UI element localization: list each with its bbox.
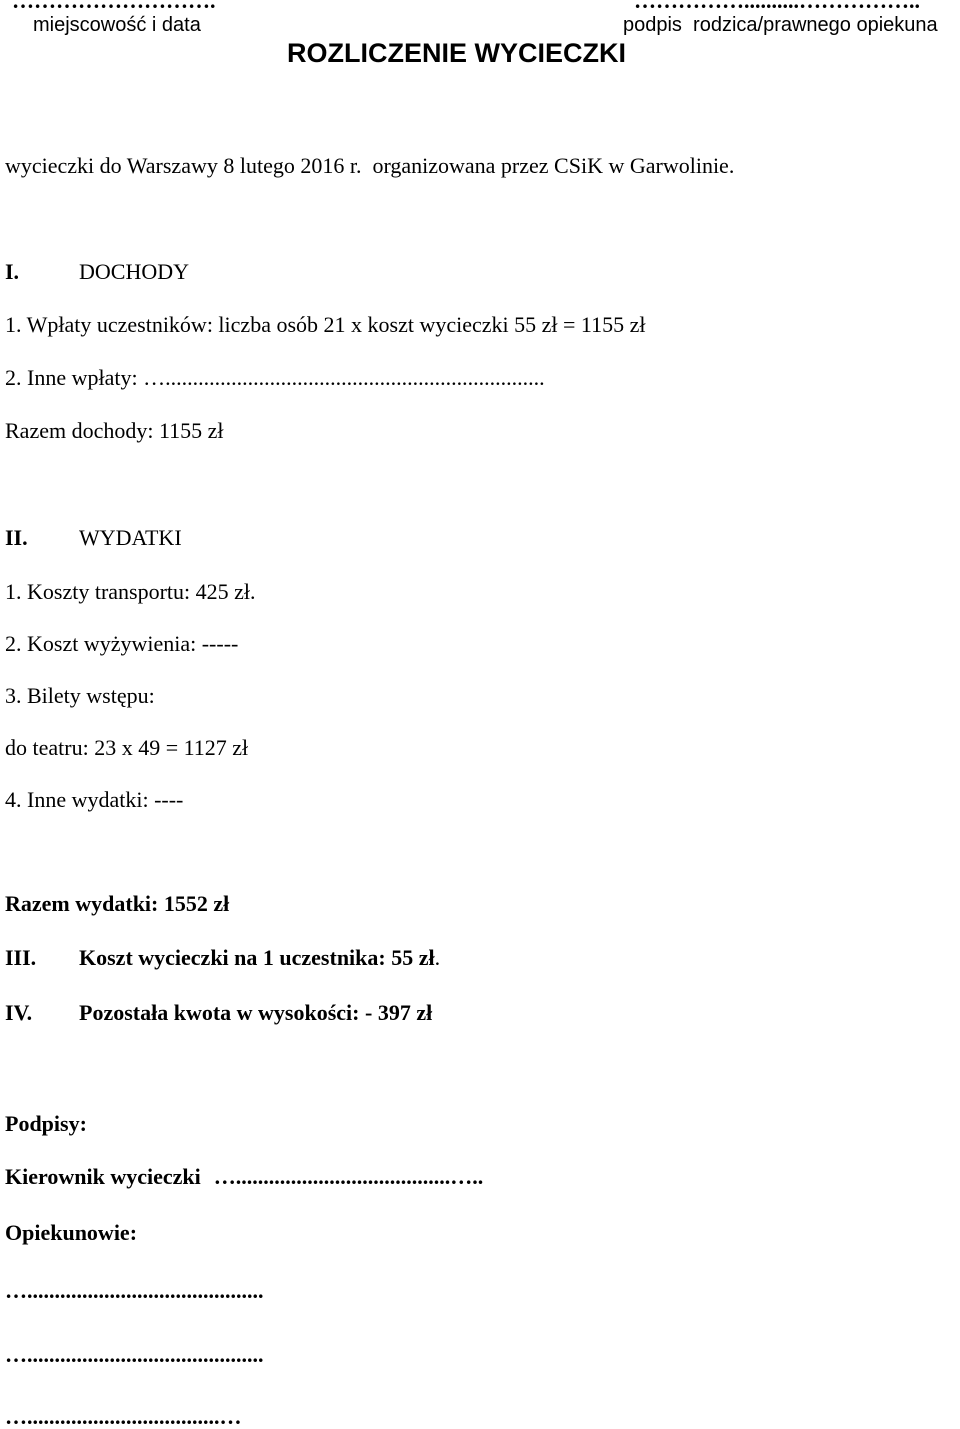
expenses-numeral: II. <box>5 525 28 550</box>
signatures-heading: Podpisy: <box>5 1111 87 1136</box>
guardian-signature-line: …........................................... <box>5 1278 264 1303</box>
guardian-signature-line: …........................................... <box>5 1342 264 1367</box>
leader-signature <box>5 1166 483 1188</box>
income-item: 1. Wpłaty uczestników: liczba osób 21 x koszt wycieczki 55 zł = 1155 zł <box>5 312 646 337</box>
cost-per-participant-text: Koszt wycieczki na 1 uczestnika: 55 zł <box>79 945 435 970</box>
income-item: 2. Inne wpłaty: …..................................................................... <box>5 365 545 390</box>
expense-item: do teatru: 23 x 49 = 1127 zł <box>5 735 249 760</box>
expenses-heading: WYDATKI <box>79 525 182 550</box>
income-numeral: I. <box>5 259 20 284</box>
expense-item: 4. Inne wydatki: ---- <box>5 787 184 812</box>
signature-dots: ……………..........…………….. <box>634 0 920 13</box>
remaining-amount: Pozostała kwota w wysokości: - 397 zł <box>79 1000 433 1025</box>
expense-item: 1. Koszty transportu: 425 zł. <box>5 579 256 604</box>
guardians-heading: Opiekunowie: <box>5 1220 138 1245</box>
cost-per-participant <box>79 947 440 969</box>
trip-subtitle: wycieczki do Warszawy 8 lutego 2016 r. organizowana przez CSiK w Garwolinie. <box>5 153 735 178</box>
income-heading: DOCHODY <box>79 259 189 284</box>
expenses-total: Razem wydatki: 1552 zł <box>5 891 230 916</box>
signature-label: podpis rodzica/prawnego opiekuna <box>623 14 938 36</box>
place-date-label: miejscowość i data <box>33 14 201 36</box>
expense-item: 3. Bilety wstępu: <box>5 683 155 708</box>
guardian-signature-line: …...................................… <box>5 1404 242 1429</box>
income-total <box>5 420 224 442</box>
leader-signature-dots: ….......................................….. <box>213 1164 484 1189</box>
income-total-text: Razem dochody: 1155 <box>5 418 203 443</box>
income-total-unit: zł <box>202 418 224 443</box>
remaining-numeral: IV. <box>5 1000 33 1025</box>
cost-numeral: III. <box>5 945 37 970</box>
expense-item: 2. Koszt wyżywienia: ----- <box>5 631 239 656</box>
leader-label: Kierownik wycieczki <box>5 1164 201 1189</box>
cost-per-participant-suffix: . <box>434 945 441 970</box>
page-title: ROZLICZENIE WYCIECZKI <box>287 38 626 68</box>
place-date-dots: ………………………. <box>12 0 216 13</box>
